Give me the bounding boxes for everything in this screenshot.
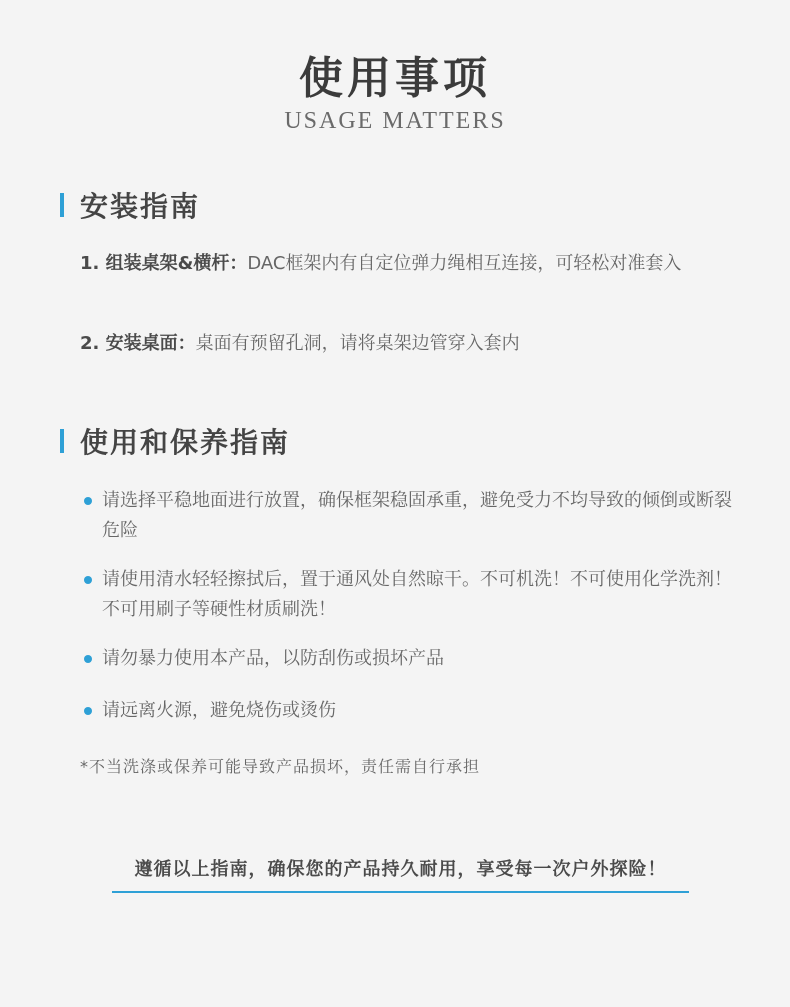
- care-item: [84, 644, 734, 674]
- bullet-dot-icon: [84, 576, 92, 584]
- closing-statement: 遵循以上指南，确保您的产品持久耐用，享受每一次户外探险！: [112, 855, 689, 893]
- bullet-dot-icon: [84, 655, 92, 663]
- section-accent-bar: [60, 429, 64, 453]
- care-item-text: 请勿暴力使用本产品，以防刮伤或损坏产品: [102, 648, 444, 669]
- step-label: 2. 安装桌面：: [80, 333, 196, 354]
- page-title: 使用事项: [299, 53, 491, 104]
- step-desc: 桌面有预留孔洞，请将桌架边管穿入套内: [195, 333, 520, 354]
- care-item: [84, 696, 734, 726]
- care-item: [84, 486, 734, 546]
- section-accent-bar: [60, 193, 64, 217]
- care-item-text: 请选择平稳地面进行放置，确保框架稳固承重，避免受力不均导致的倾倒或断裂危险: [102, 490, 732, 541]
- step-desc: DAC框架内有自定位弹力绳相互连接，可轻松对准套入: [247, 253, 682, 274]
- install-heading-text: 安装指南: [80, 190, 201, 223]
- care-note: *不当洗涤或保养可能导致产品损坏，责任需自行承担: [80, 757, 481, 776]
- care-item: [84, 565, 734, 625]
- bullet-dot-icon: [84, 707, 92, 715]
- page-subtitle: USAGE MATTERS: [284, 108, 506, 134]
- care-section-heading: [60, 424, 290, 458]
- install-step-1: [80, 248, 740, 280]
- bullet-dot-icon: [84, 497, 92, 505]
- care-item-text: 请远离火源，避免烧伤或烫伤: [102, 700, 336, 721]
- install-section-heading: [60, 188, 200, 222]
- care-item-text: 请使用清水轻轻擦拭后，置于通风处自然晾干。不可机洗！不可使用化学洗剂！不可用刷子等硬性材质刷洗！: [102, 569, 732, 620]
- install-step-2: [80, 328, 740, 360]
- step-label: 1. 组装桌架&横杆：: [80, 253, 248, 274]
- care-heading-text: 使用和保养指南: [80, 426, 291, 459]
